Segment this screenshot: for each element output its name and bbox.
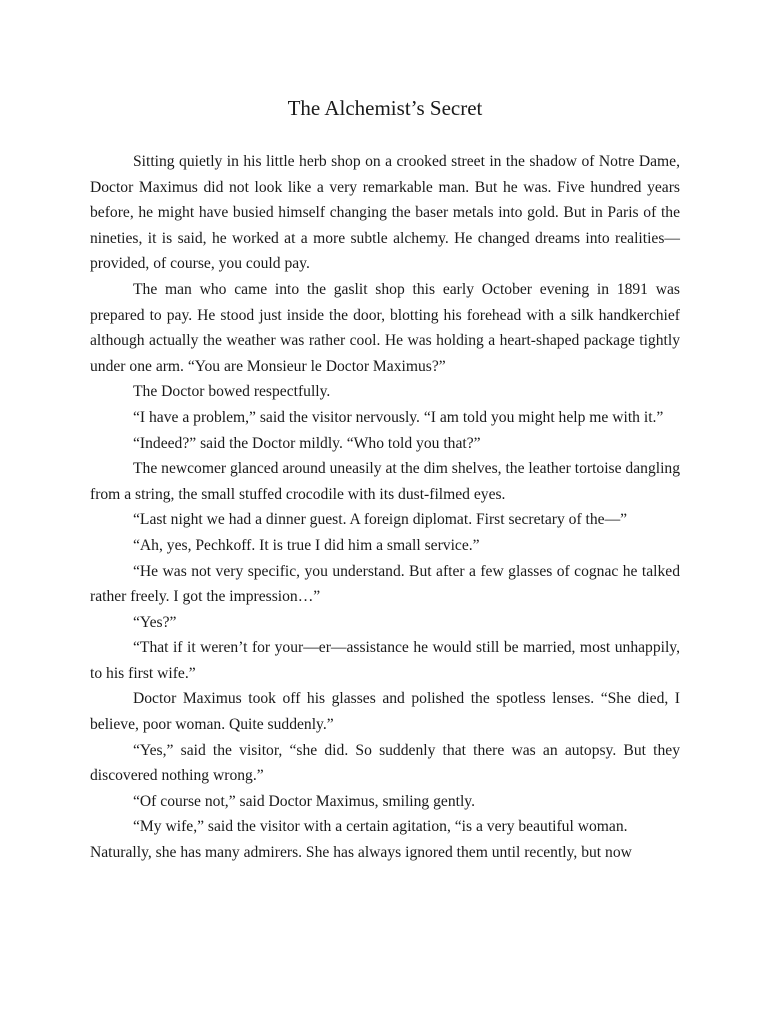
paragraph: Doctor Maximus took off his glasses and polished the spotless lenses. “She died, I believe, poor woman. Quite suddenly.” <box>90 690 680 734</box>
paragraph: “Indeed?” said the Doctor mildly. “Who told you that?” <box>133 434 481 452</box>
document-title: The Alchemist’s Secret <box>287 96 483 120</box>
paragraph: The man who came into the gaslit shop this early October evening in 1891 was prepared to pay. He stood just inside the door, blotting his forehead with a silk handkerchief although actually the weather was rather cool. He was holding a heart-shaped package tightly under one arm. “You are Monsieur le Doctor Maximus?” <box>90 280 680 375</box>
paragraph: “Yes,” said the visitor, “she did. So suddenly that there was an autopsy. But they discovered nothing wrong.” <box>90 741 680 785</box>
paragraph: “Of course not,” said Doctor Maximus, smiling gently. <box>133 792 475 810</box>
paragraph: “I have a problem,” said the visitor nervously. “I am told you might help me with it.” <box>133 408 664 426</box>
paragraph: “Ah, yes, Pechkoff. It is true I did him a small service.” <box>133 536 480 554</box>
paragraph: The Doctor bowed respectfully. <box>133 383 331 401</box>
paragraph: “That if it weren’t for your—er—assistance he would still be married, most unhappily, to his first wife.” <box>90 639 680 682</box>
paragraph: “Yes?” <box>133 613 177 631</box>
paragraph: “He was not very specific, you understand. But after a few glasses of cognac he talked rather freely. I got the impression…” <box>90 562 680 606</box>
paragraph: “My wife,” said the visitor with a certain agitation, “is a very beautiful woman. Naturally, she has many admirers. She has always ignored them until recently, but now <box>90 818 632 862</box>
paragraph: The newcomer glanced around uneasily at the dim shelves, the leather tortoise dangling from a string, the small stuffed crocodile with its dust-filmed eyes. <box>90 460 680 503</box>
paragraph: Sitting quietly in his little herb shop on a crooked street in the shadow of Notre Dame, Doctor Maximus did not look like a very remarkable man. But he was. Five hundred years before, he might have busied himself changing the baser metals into gold. But in Paris of the nineties, it is said, he worked at a more subtle alchemy. He changed dreams into realities—provided, of course, you could pay. <box>90 153 680 273</box>
paragraph: “Last night we had a dinner guest. A foreign diplomat. First secretary of the—” <box>133 511 628 529</box>
document-body <box>90 149 680 866</box>
